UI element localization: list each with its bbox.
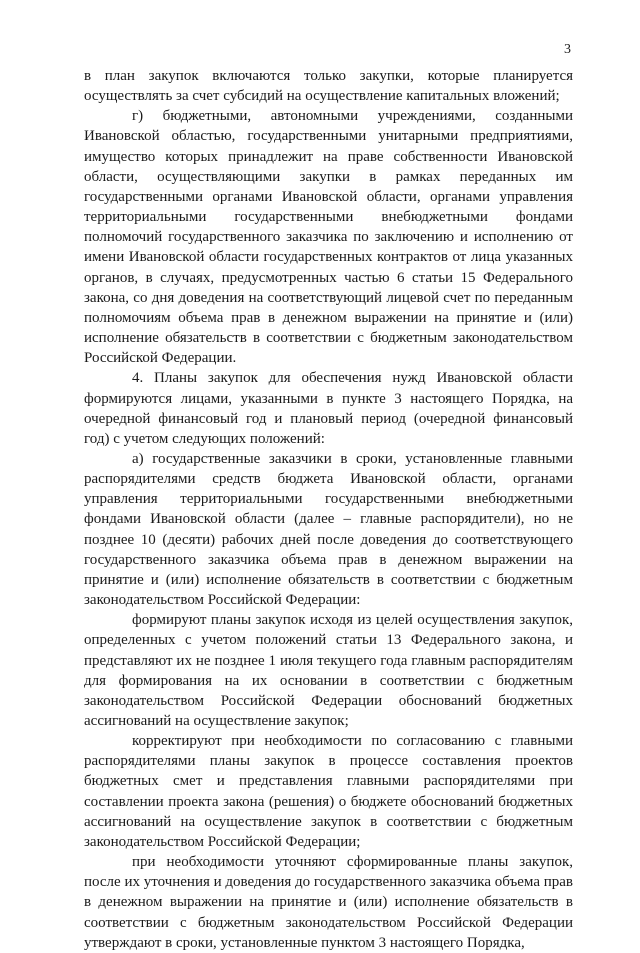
paragraph-adjust-plans: корректируют при необходимости по согласованию с главными распорядителями планы закупок в процессе составления проектов бюджетных смет и представления главными распорядителями при составлении проекта закона (решения) о бюджете обоснований бюджетных ассигнований на осуществление закупок в соответствии с бюджетным законодательством Российской Федерации; (84, 733, 573, 850)
paragraph-clarify-plans: при необходимости уточняют сформированные планы закупок, после их уточнения и доведения до государственного заказчика объема прав в денежном выражении на принятие и (или) исполнение обязательств в соответствии с бюджетным законодательством Российской Федерации утверждают в сроки, установленные пунктом 3 настоящего Порядка, (84, 854, 573, 951)
page-number: 3 (564, 42, 571, 57)
paragraph-item-g: г) бюджетными, автономными учреждениями, созданными Ивановской областью, государственными унитарными предприятиями, имущество которых принадлежит на праве собственности Ивановской области, осуществляющими закупки в рамках переданных им государственными органами Ивановской области, органами управления территориальными государственными внебюджетными фондами полномочий государственного заказчика по заключению и исполнению от имени Ивановской области государственных контрактов от лица указанных органов, в случаях, предусмотренных частью 6 статьи 15 Федерального закона, со дня доведения на соответствующий лицевой счет по переданным полномочиям объема прав в денежном выражении на принятие и (или) исполнение обязательств в соответствии с бюджетным законодательством Российской Федерации. (84, 108, 573, 367)
paragraph-form-plans: формируют планы закупок исходя из целей осуществления закупок, определенных с учетом положений статьи 13 Федерального закона, и представляют их не позднее 1 июля текущего года главным распорядителям для формирования на их основании в соответствии с бюджетным законодательством Российской Федерации обоснований бюджетных ассигнований на осуществление закупок; (84, 612, 573, 729)
paragraph-item-a: а) государственные заказчики в сроки, установленные главными распорядителями средств бюджета Ивановской области, органами управления территориальными государственными внебюджетными фондами Ивановской области (далее – главные распорядители), но не позднее 10 (десяти) рабочих дней после доведения до соответствующего государственного заказчика объема прав в денежном выражении на принятие и (или) исполнение обязательств в соответствии с бюджетным законодательством Российской Федерации: (84, 450, 573, 609)
paragraph-point-4: 4. Планы закупок для обеспечения нужд Ивановской области формируются лицами, указанными в пункте 3 настоящего Порядка, на очередной финансовый год и плановый период (очередной финансовый год) с учетом следующих положений: (84, 370, 573, 447)
paragraph-continuation: в план закупок включаются только закупки, которые планируется осуществлять за счет субсидий на осуществление капитальных вложений; (84, 68, 573, 105)
document-body (84, 66, 573, 953)
